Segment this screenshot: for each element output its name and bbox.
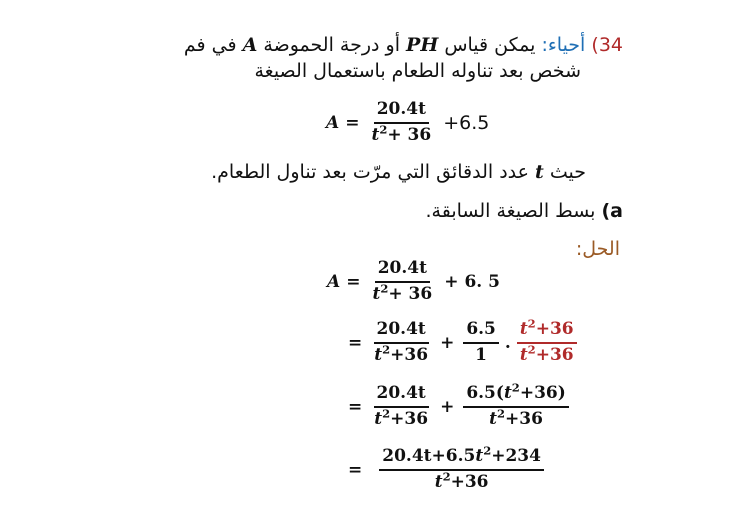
step2-dot: . — [504, 332, 511, 353]
step2-f2-denominator: 1 — [475, 344, 488, 365]
step1-plus: + — [444, 271, 459, 292]
step1-lhs: A — [327, 271, 341, 292]
formula-equals: = — [345, 112, 360, 133]
problem-line-2: شخص بعد تناوله الطعام باستعمال الصيغة — [254, 60, 581, 82]
step2-f2-numerator: 6.5 — [466, 319, 496, 339]
step2-f3-numerator: $t^2+36$ — [517, 320, 577, 344]
step2-fraction-2 — [463, 320, 499, 365]
formula-lhs: A — [326, 112, 340, 133]
step2-f1-denominator: $t^2+36$ — [374, 342, 429, 365]
step2-f3-denominator: $t^2+36$ — [519, 342, 574, 365]
step3-f1-denominator: $t^2+36$ — [374, 406, 429, 429]
step2-fraction-3 — [517, 316, 577, 365]
step3-fraction-2 — [463, 380, 568, 429]
step2-fraction-1 — [371, 320, 431, 365]
definition-text: عدد الدقائق التي مرّت بعد تناول الطعام. — [211, 161, 529, 183]
step1-constant: 6. 5 — [464, 271, 500, 292]
problem-line-1 — [184, 34, 623, 56]
step1-denominator: $t^2+ 36$ — [372, 281, 433, 304]
step3-equals: = — [348, 396, 363, 417]
ph-symbol: PH — [406, 34, 439, 56]
step1-equals: = — [346, 271, 361, 292]
formula-numerator: 20.4t — [376, 99, 426, 119]
step3-plus: + — [440, 396, 455, 417]
step3-f2-numerator: $6.5(t^2+36)$ — [463, 384, 568, 408]
step4-denominator: $t^2+36$ — [434, 469, 489, 492]
formula-fraction — [368, 100, 434, 145]
solution-heading: الحل: — [575, 238, 620, 260]
part-a-line — [426, 200, 623, 222]
step4-numerator: $20.4t+6.5t^2+234$ — [379, 447, 544, 471]
part-a-text: بسط الصيغة السابقة. — [425, 200, 596, 222]
definition-line — [211, 161, 586, 183]
step3-fraction-1 — [371, 384, 431, 429]
part-a-label: a) — [601, 200, 623, 222]
text-before-a: أو درجة الحموضة — [263, 34, 400, 56]
solution-step-4 — [342, 443, 547, 492]
solution-step-1 — [327, 259, 500, 304]
step4-fraction — [379, 443, 544, 492]
formula-constant: +6.5 — [443, 111, 490, 134]
solution-step-3 — [342, 380, 572, 429]
step2-plus: + — [440, 332, 455, 353]
step2-f1-numerator: 20.4t — [376, 319, 426, 339]
formula-denominator: $t^2+ 36$ — [371, 122, 432, 145]
step4-equals: = — [348, 459, 363, 480]
given-formula — [326, 100, 489, 145]
definition-word: حيث — [549, 161, 586, 183]
problem-subject: أحياء: — [541, 34, 586, 56]
step3-f1-numerator: 20.4t — [376, 383, 426, 403]
text-end: في فم — [183, 34, 237, 56]
step1-fraction — [369, 259, 435, 304]
step2-equals: = — [348, 332, 363, 353]
problem-number: 34) — [591, 34, 623, 56]
solution-step-2 — [342, 316, 580, 365]
step1-numerator: 20.4t — [377, 258, 427, 278]
text-before-ph: يمكن قياس — [444, 34, 536, 56]
step3-f2-denominator: $t^2+36$ — [489, 406, 543, 429]
definition-variable: t — [535, 161, 544, 183]
a-symbol: A — [242, 34, 258, 56]
